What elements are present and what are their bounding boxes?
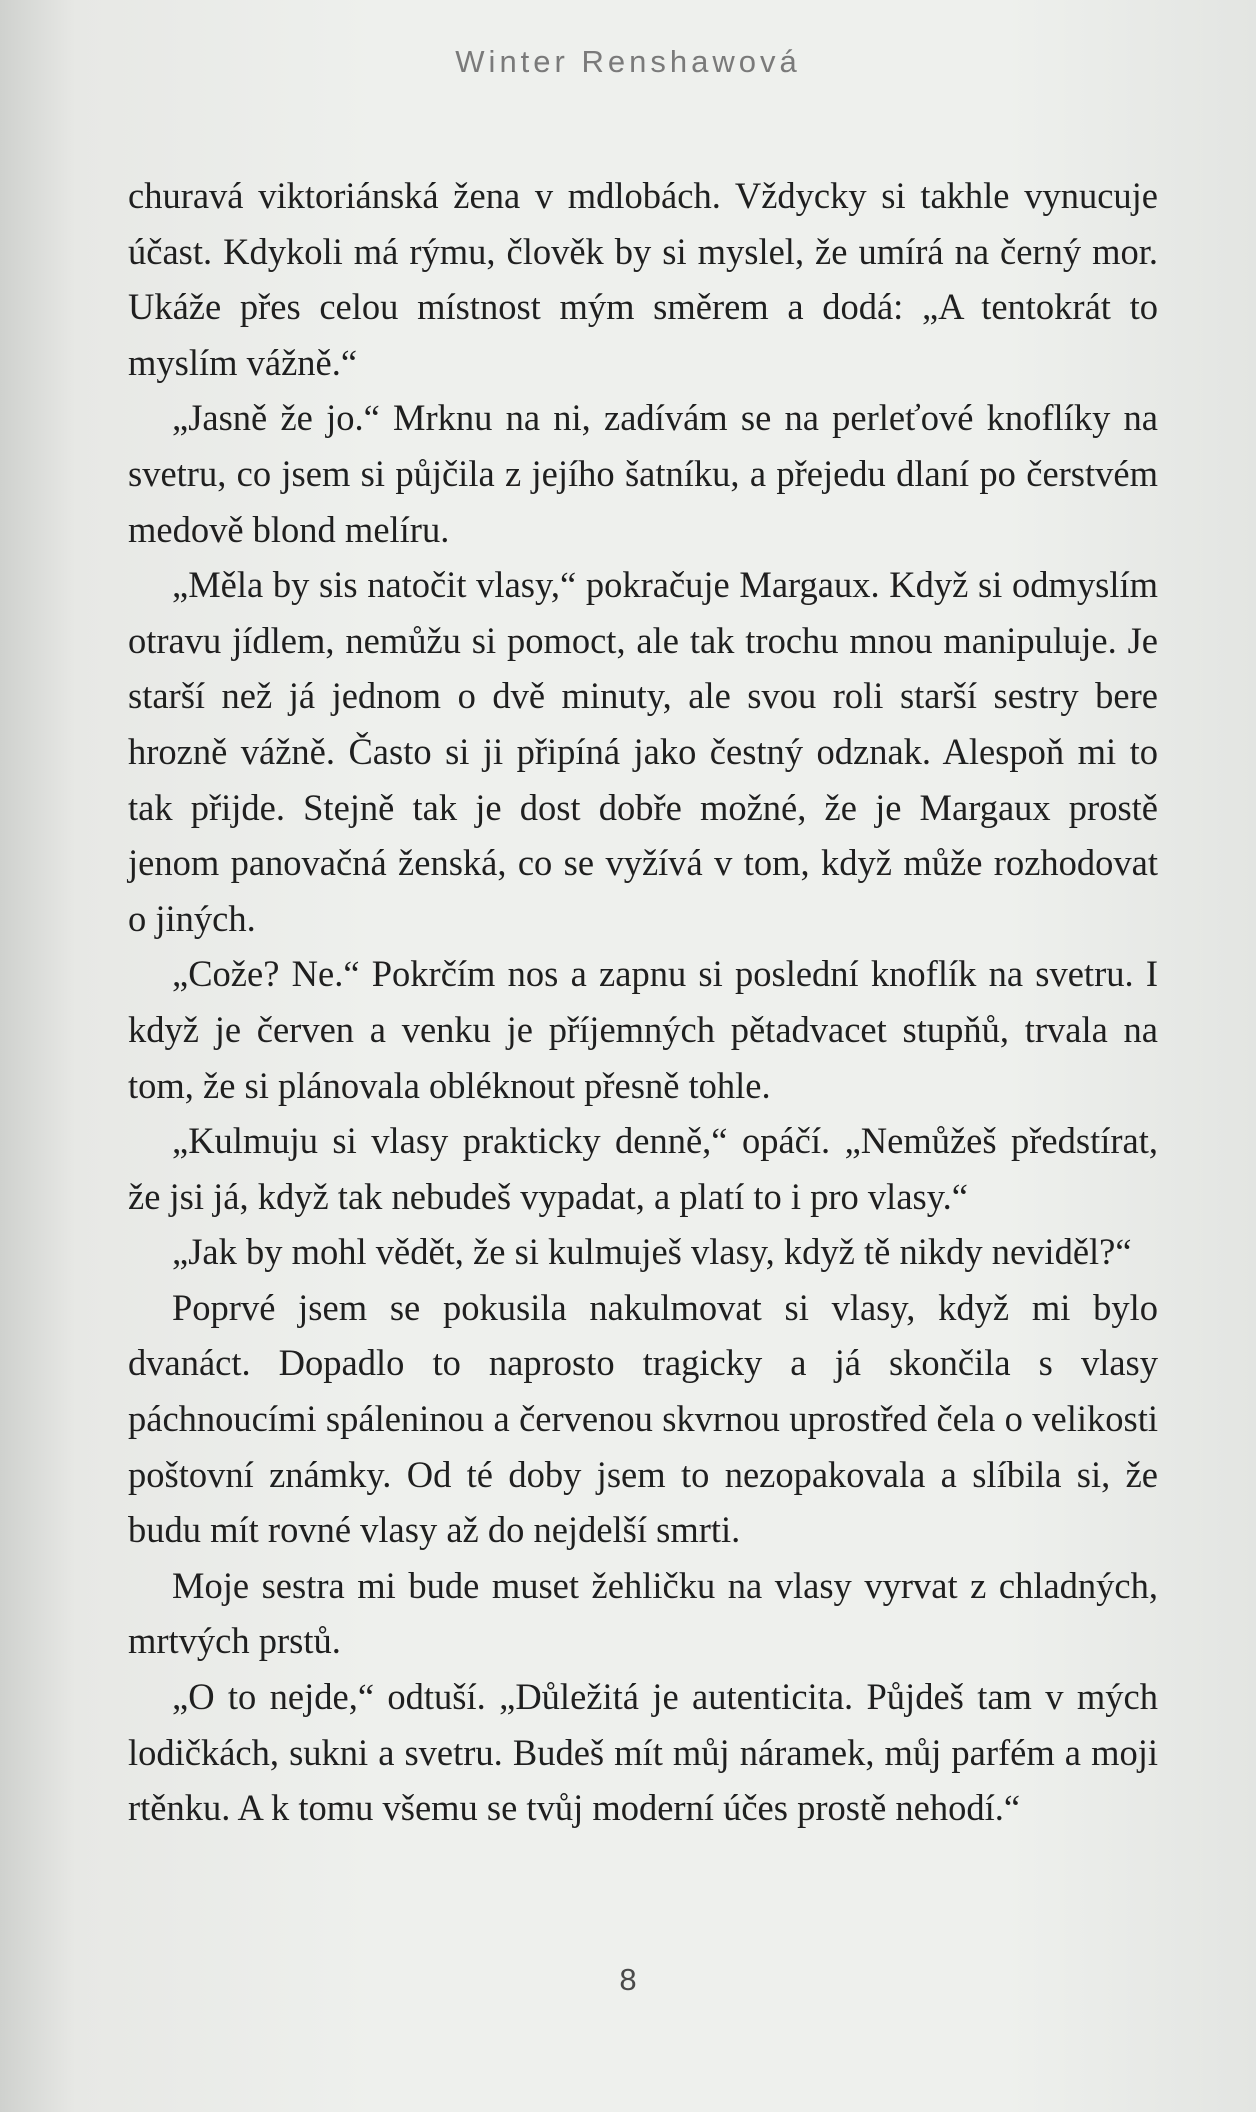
paragraph-7: Poprvé jsem se pokusila nakulmovat si vlasy, když mi bylo dvanáct. Dopadlo to naprosto tragicky a já skončila s vlasy páchnoucími spáleninou a červenou skvrnou uprostřed čela o velikosti poštovní známky. Od té doby jsem to nezopakovala a slíbila si, že budu mít rovné vlasy až do nejdelší smrti. — [128, 1286, 1158, 1551]
paragraph-1: churavá viktoriánská žena v mdlobách. Vždycky si takhle vynucuje účast. Kdykoli má rýmu, člověk by si myslel, že umírá na černý mor. Ukáže přes celou místnost mým směrem a dodá: „A tentokrát to myslím vážně.“ — [128, 175, 1158, 383]
paragraph-5: „Kulmuju si vlasy prakticky denně,“ opáčí. „Nemůžeš předstírat, že jsi já, když tak nebudeš vypadat, a platí to i pro vlasy.“ — [128, 1120, 1158, 1217]
paragraph-3: „Měla by sis natočit vlasy,“ pokračuje Margaux. Když si odmyslím otravu jídlem, nemůžu si pomoct, ale tak trochu mnou manipuluje. Je starší než já jednom o dvě minuty, ale svou roli starší sestry bere hrozně vážně. Často si ji připíná jako čestný odznak. Alespoň mi to tak přijde. Stejně tak je dost dobře možné, že je Margaux prostě jenom panovačná ženská, co se vyžívá v tom, když může rozhodovat o jiných. — [128, 564, 1158, 939]
paragraph-2: „Jasně že jo.“ Mrknu na ni, zadívám se na perleťové knoflíky na svetru, co jsem si půjčila z jejího šatníku, a přejedu dlaní po čerstvém medově blond melíru. — [128, 397, 1158, 550]
page-number: 8 — [619, 1962, 637, 1997]
running-head: Winter Renshawová — [455, 44, 801, 79]
paragraph-9: „O to nejde,“ odtuší. „Důležitá je autenticita. Půjdeš tam v mých lodičkách, sukni a svetru. Budeš mít můj náramek, můj parfém a moji rtěnku. A k tomu všemu se tvůj moderní účes prostě nehodí.“ — [128, 1676, 1158, 1829]
paragraph-4: „Cože? Ne.“ Pokrčím nos a zapnu si poslední knoflík na svetru. I když je červen a venku je příjemných pětadvacet stupňů, trvala na tom, že si plánovala obléknout přesně tohle. — [128, 953, 1158, 1106]
body-text — [128, 168, 1158, 1836]
paragraph-8: Moje sestra mi bude muset žehličku na vlasy vyrvat z chladných, mrtvých prstů. — [128, 1564, 1158, 1662]
paragraph-6: „Jak by mohl vědět, že si kulmuješ vlasy, když tě nikdy neviděl?“ — [172, 1231, 1132, 1273]
